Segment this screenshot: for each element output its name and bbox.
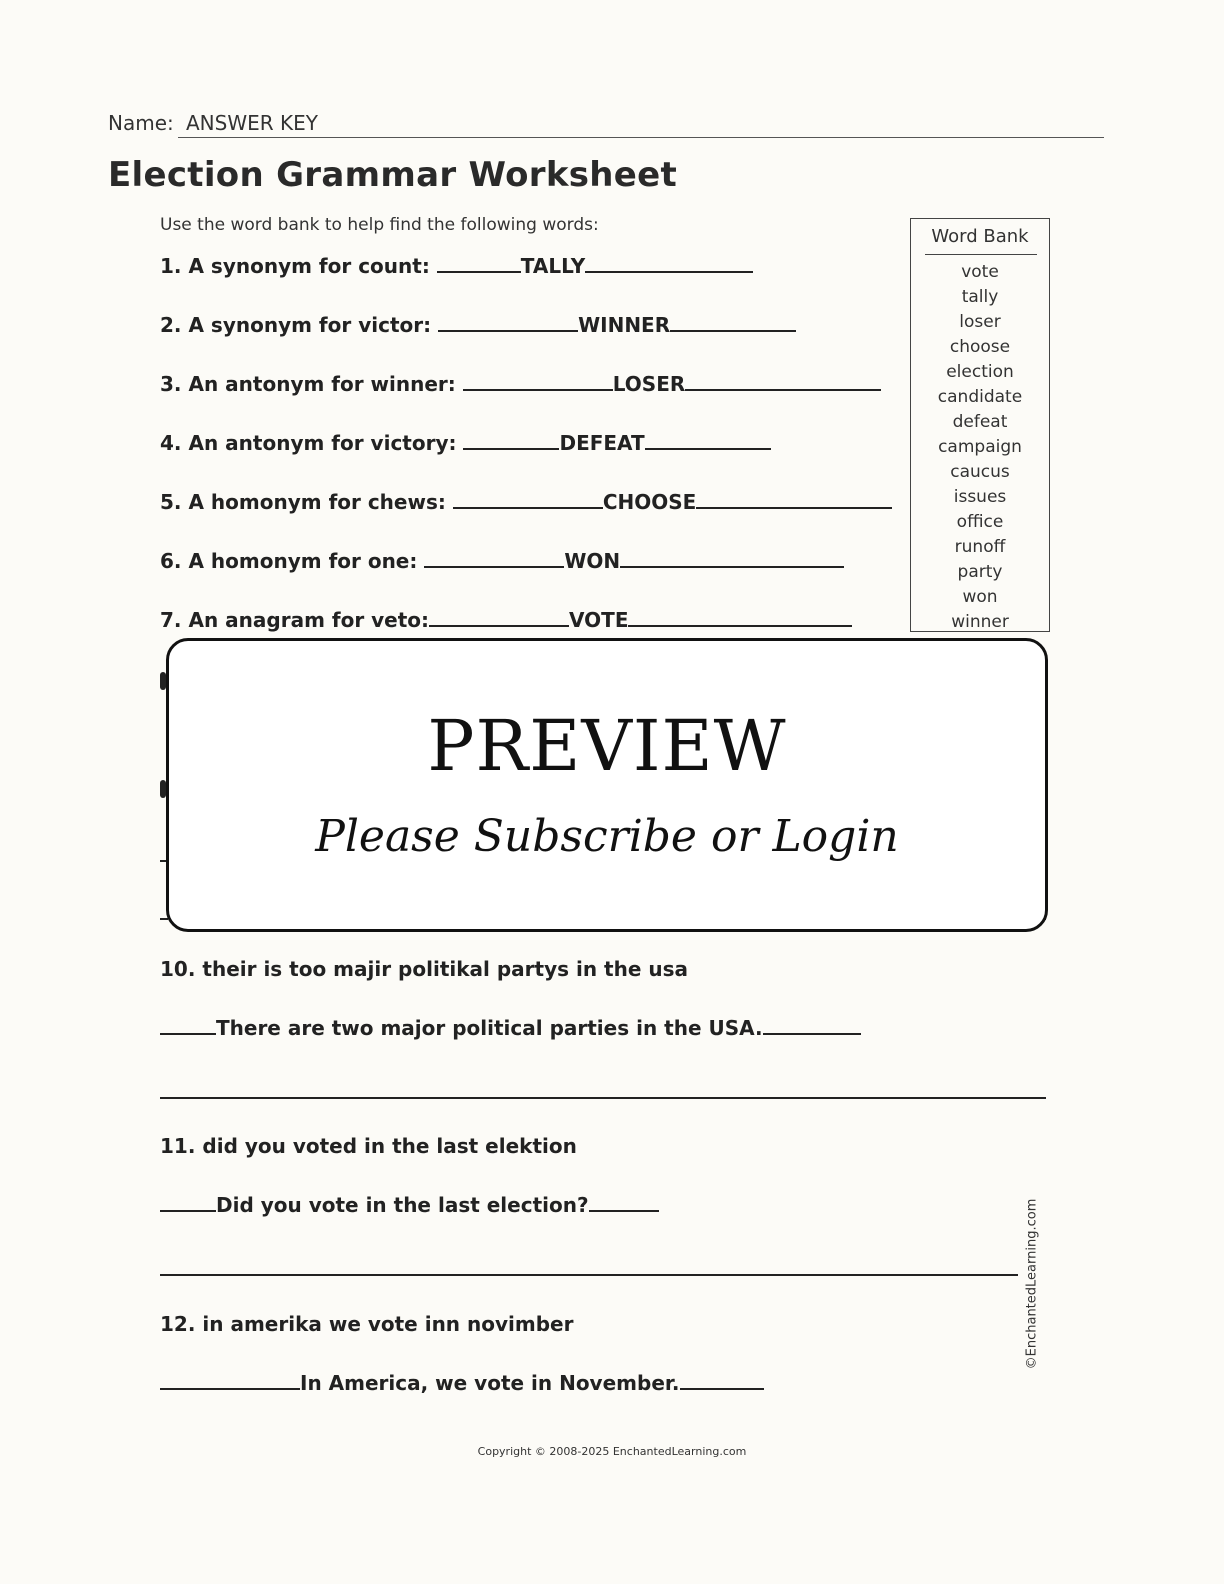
- answer-blank-left: [463, 388, 613, 391]
- answer-blank-right: [763, 1032, 861, 1035]
- correction-10-sentence: [160, 957, 688, 981]
- answer-text[interactable]: Did you vote in the last election?: [216, 1193, 589, 1217]
- question-1: [160, 254, 753, 278]
- preview-overlay[interactable]: [166, 638, 1048, 932]
- word-bank-item: loser: [959, 312, 1001, 332]
- answer-blank-right: [585, 270, 753, 273]
- preview-title: PREVIEW: [427, 705, 787, 787]
- answer-blank-left: [429, 624, 569, 627]
- word-bank-item: issues: [953, 487, 1007, 507]
- word-bank-item: campaign: [938, 437, 1022, 457]
- question-number: 12.: [160, 1312, 196, 1336]
- question-prompt: A homonym for chews:: [188, 490, 446, 514]
- answer-blank-right: [680, 1387, 764, 1390]
- answer-text[interactable]: In America, we vote in November.: [300, 1371, 680, 1395]
- answer-text[interactable]: TALLY: [520, 254, 586, 278]
- word-bank-item: office: [956, 512, 1004, 532]
- correction-12-answer[interactable]: [160, 1371, 764, 1395]
- question-7: [160, 608, 852, 632]
- page-title: Election Grammar Worksheet: [108, 155, 678, 195]
- correction-11-answer[interactable]: [160, 1193, 659, 1217]
- word-bank-list: [911, 260, 1049, 635]
- subscribe-login-link[interactable]: Please Subscribe or Login: [315, 811, 899, 862]
- question-number: 11.: [160, 1134, 196, 1158]
- answer-text[interactable]: CHOOSE: [602, 490, 697, 514]
- answer-blank-right: [645, 447, 771, 450]
- word-bank-item: won: [962, 587, 998, 607]
- name-underline: [178, 137, 1104, 138]
- question-3: [160, 372, 881, 396]
- question-prompt: An anagram for veto:: [188, 608, 430, 632]
- answer-blank-right: [620, 565, 844, 568]
- question-5: [160, 490, 892, 514]
- correction-12-sentence: [160, 1312, 573, 1336]
- question-number: 5.: [160, 490, 182, 514]
- answer-blank-left: [160, 1387, 300, 1390]
- word-bank-title: Word Bank: [931, 226, 1029, 247]
- answer-blank-left: [453, 506, 603, 509]
- incorrect-sentence: in amerika we vote inn novimber: [202, 1312, 574, 1336]
- incorrect-sentence: their is too majir politikal partys in the usa: [202, 957, 689, 981]
- word-bank-item: tally: [961, 287, 999, 307]
- question-number: 3.: [160, 372, 182, 396]
- name-label: Name:: [108, 111, 174, 135]
- instructions: Use the word bank to help find the following words:: [160, 215, 599, 235]
- question-prompt: A synonym for victor:: [188, 313, 432, 337]
- question-number: 1.: [160, 254, 182, 278]
- question-prompt: An antonym for winner:: [188, 372, 456, 396]
- word-bank-item: choose: [949, 337, 1011, 357]
- word-bank-item: party: [957, 562, 1003, 582]
- answer-blank-left: [437, 270, 521, 273]
- question-2: [160, 313, 796, 337]
- side-copyright: ©EnchantedLearning.com: [1024, 1198, 1040, 1370]
- answer-blank-left: [160, 1032, 216, 1035]
- word-bank-item: winner: [951, 612, 1009, 632]
- name-field[interactable]: ANSWER KEY: [186, 111, 318, 135]
- footer-copyright: Copyright © 2008-2025 EnchantedLearning.com: [477, 1445, 747, 1458]
- answer-blank-left: [424, 565, 564, 568]
- question-number: 4.: [160, 431, 182, 455]
- answer-blank-left: [463, 447, 559, 450]
- question-prompt: A homonym for one:: [188, 549, 418, 573]
- answer-blank-left: [438, 329, 578, 332]
- correction-11-sentence: [160, 1134, 577, 1158]
- question-6: [160, 549, 844, 573]
- question-number: 7.: [160, 608, 182, 632]
- incorrect-sentence: did you voted in the last elektion: [202, 1134, 577, 1158]
- question-prompt: A synonym for count:: [188, 254, 430, 278]
- answer-blank-right: [670, 329, 796, 332]
- answer-text[interactable]: VOTE: [569, 608, 629, 632]
- word-bank-item: runoff: [954, 537, 1006, 557]
- word-bank-item: defeat: [952, 412, 1008, 432]
- answer-text[interactable]: There are two major political parties in the USA.: [216, 1016, 763, 1040]
- answer-blank-right: [628, 624, 852, 627]
- question-number: 10.: [160, 957, 196, 981]
- answer-blank-left: [160, 1209, 216, 1212]
- question-prompt: An antonym for victory:: [188, 431, 457, 455]
- word-bank-item: election: [946, 362, 1014, 382]
- answer-line: [160, 1274, 1018, 1276]
- answer-text[interactable]: DEFEAT: [559, 431, 645, 455]
- word-bank: [910, 218, 1050, 632]
- answer-text[interactable]: WON: [564, 549, 621, 573]
- answer-text[interactable]: WINNER: [578, 313, 671, 337]
- word-bank-divider: [925, 254, 1037, 255]
- correction-10-answer[interactable]: [160, 1016, 861, 1040]
- answer-blank-right: [685, 388, 881, 391]
- word-bank-item: caucus: [950, 462, 1010, 482]
- answer-line: [160, 1097, 1046, 1099]
- question-4: [160, 431, 771, 455]
- word-bank-item: candidate: [937, 387, 1023, 407]
- question-number: 2.: [160, 313, 182, 337]
- word-bank-item: vote: [961, 262, 999, 282]
- question-number: 6.: [160, 549, 182, 573]
- answer-text[interactable]: LOSER: [612, 372, 686, 396]
- answer-blank-right: [589, 1209, 659, 1212]
- answer-blank-right: [696, 506, 892, 509]
